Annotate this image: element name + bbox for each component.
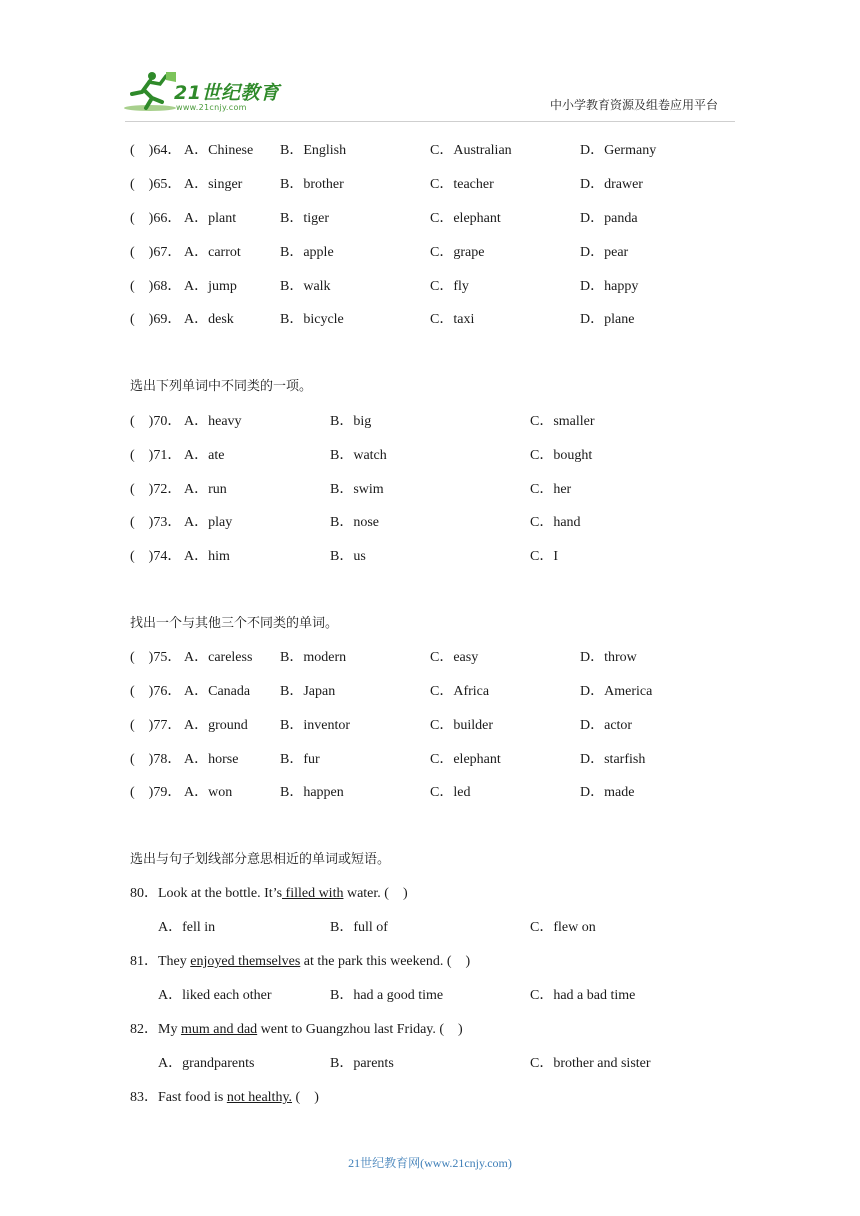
question-row bbox=[0, 646, 860, 666]
sentence-text: 83．Fast food is bbox=[130, 1090, 227, 1105]
page-footer: 21世纪教育网(www.21cnjy.com) bbox=[348, 1156, 512, 1170]
underlined-phrase: mum and dad bbox=[180, 1022, 258, 1037]
question-number: ( )69． bbox=[130, 312, 182, 327]
option-d: D．plane bbox=[580, 312, 635, 327]
underlined-phrase: filled with bbox=[282, 886, 344, 901]
option-c: C．fly bbox=[430, 279, 469, 294]
option-c: C．led bbox=[430, 785, 471, 800]
option-a: A．Chinese bbox=[184, 143, 254, 158]
question-sentence bbox=[130, 882, 408, 902]
logo bbox=[122, 70, 292, 114]
underlined-phrase: enjoyed themselves bbox=[190, 954, 301, 969]
option-d: D．pear bbox=[580, 245, 629, 260]
logo-url: www.21cnjy.com bbox=[176, 103, 247, 112]
question-number: ( )78． bbox=[130, 752, 182, 767]
question-row bbox=[0, 139, 860, 159]
option-b: B．Japan bbox=[280, 684, 336, 699]
question-number: ( )64． bbox=[130, 143, 182, 158]
option-a: A．ate bbox=[184, 448, 225, 463]
logo-text: 21世纪教育 bbox=[174, 82, 280, 104]
question-number: ( )72． bbox=[130, 482, 182, 497]
option-a: A．plant bbox=[184, 211, 237, 226]
option-b: B．happen bbox=[280, 785, 344, 800]
question-row bbox=[0, 680, 860, 700]
option-b: B．watch bbox=[330, 448, 387, 463]
option-a: A．horse bbox=[184, 752, 239, 767]
option-c: C．taxi bbox=[430, 312, 475, 327]
question-row bbox=[0, 444, 860, 464]
runner-logo-icon bbox=[122, 70, 178, 114]
option-d: D．actor bbox=[580, 718, 633, 733]
question-row bbox=[0, 241, 860, 261]
option-d: D．throw bbox=[580, 650, 637, 665]
option-b: B．nose bbox=[330, 515, 379, 530]
option-d: D．panda bbox=[580, 211, 638, 226]
question-row bbox=[0, 714, 860, 734]
section-title: 选出下列单词中不同类的一项。 bbox=[130, 379, 313, 394]
option-b: B．big bbox=[330, 414, 372, 429]
option-c: C．smaller bbox=[530, 414, 595, 429]
question-row bbox=[0, 781, 860, 801]
question-number: ( )66． bbox=[130, 211, 182, 226]
option-c: C．teacher bbox=[430, 177, 494, 192]
options-row bbox=[0, 1052, 860, 1072]
options-row bbox=[0, 984, 860, 1004]
section-title: 选出与句子划线部分意思相近的单词或短语。 bbox=[130, 852, 391, 867]
option-b: B．had a good time bbox=[330, 988, 444, 1003]
question-row bbox=[0, 410, 860, 430]
option-a: A．grandparents bbox=[158, 1056, 255, 1071]
header-divider bbox=[125, 121, 735, 122]
question-sentence bbox=[130, 1086, 319, 1106]
underlined-phrase: not healthy. bbox=[226, 1090, 293, 1105]
option-c: C．elephant bbox=[430, 752, 501, 767]
option-a: A．fell in bbox=[158, 920, 216, 935]
option-d: D．drawer bbox=[580, 177, 643, 192]
option-a: A．him bbox=[184, 549, 230, 564]
question-number: ( )75． bbox=[130, 650, 182, 665]
option-a: A．ground bbox=[184, 718, 248, 733]
option-c: C．brother and sister bbox=[530, 1056, 651, 1071]
question-number: ( )74． bbox=[130, 549, 182, 564]
option-c: C．I bbox=[530, 549, 558, 564]
option-c: C．builder bbox=[430, 718, 493, 733]
option-c: C．hand bbox=[530, 515, 581, 530]
question-number: ( )76． bbox=[130, 684, 182, 699]
option-b: B．modern bbox=[280, 650, 347, 665]
question-number: ( )73． bbox=[130, 515, 182, 530]
question-row bbox=[0, 545, 860, 565]
option-d: D．starfish bbox=[580, 752, 646, 767]
question-row bbox=[0, 511, 860, 531]
sentence-text: water. ( ) bbox=[343, 886, 408, 901]
option-a: A．jump bbox=[184, 279, 237, 294]
option-b: B．us bbox=[330, 549, 366, 564]
options-row bbox=[0, 916, 860, 936]
option-c: C．her bbox=[530, 482, 572, 497]
option-b: B．fur bbox=[280, 752, 320, 767]
option-c: C．easy bbox=[430, 650, 479, 665]
option-a: A．desk bbox=[184, 312, 234, 327]
option-b: B．tiger bbox=[280, 211, 329, 226]
option-a: A．carrot bbox=[184, 245, 241, 260]
option-b: B．walk bbox=[280, 279, 331, 294]
sentence-text: ( ) bbox=[292, 1090, 319, 1105]
option-a: A．singer bbox=[184, 177, 243, 192]
question-number: ( )68． bbox=[130, 279, 182, 294]
option-c: C．Africa bbox=[430, 684, 490, 699]
option-a: A．Canada bbox=[184, 684, 251, 699]
question-row bbox=[0, 478, 860, 498]
question-row bbox=[0, 748, 860, 768]
option-d: D．happy bbox=[580, 279, 639, 294]
question-row bbox=[0, 308, 860, 328]
option-b: B．apple bbox=[280, 245, 334, 260]
option-c: C．grape bbox=[430, 245, 485, 260]
question-row bbox=[0, 207, 860, 227]
question-number: ( )70． bbox=[130, 414, 182, 429]
option-a: A．play bbox=[184, 515, 233, 530]
option-a: A．careless bbox=[184, 650, 253, 665]
option-b: B．swim bbox=[330, 482, 384, 497]
section-title: 找出一个与其他三个不同类的单词。 bbox=[130, 616, 339, 631]
option-b: B．inventor bbox=[280, 718, 350, 733]
option-d: D．Germany bbox=[580, 143, 657, 158]
option-b: B．brother bbox=[280, 177, 344, 192]
option-c: C．bought bbox=[530, 448, 593, 463]
option-d: D．America bbox=[580, 684, 653, 699]
option-b: B．English bbox=[280, 143, 347, 158]
question-number: ( )77． bbox=[130, 718, 182, 733]
question-sentence bbox=[130, 950, 470, 970]
page-header bbox=[0, 0, 860, 125]
option-c: C．had a bad time bbox=[530, 988, 636, 1003]
platform-title: 中小学教育资源及组卷应用平台 bbox=[550, 98, 719, 112]
option-a: A．won bbox=[184, 785, 233, 800]
option-b: B．bicycle bbox=[280, 312, 344, 327]
option-a: A．liked each other bbox=[158, 988, 272, 1003]
option-a: A．heavy bbox=[184, 414, 242, 429]
question-sentence bbox=[130, 1018, 463, 1038]
question-number: ( )65． bbox=[130, 177, 182, 192]
question-row bbox=[0, 275, 860, 295]
option-c: C．flew on bbox=[530, 920, 596, 935]
sentence-text: 81．They bbox=[130, 954, 191, 969]
question-number: ( )79． bbox=[130, 785, 182, 800]
option-c: C．elephant bbox=[430, 211, 501, 226]
option-b: B．full of bbox=[330, 920, 388, 935]
sentence-text: went to Guangzhou last Friday. ( ) bbox=[257, 1022, 463, 1037]
question-row bbox=[0, 173, 860, 193]
sentence-text: 80．Look at the bottle. It’s bbox=[130, 886, 283, 901]
question-number: ( )71． bbox=[130, 448, 182, 463]
sentence-text: 82．My bbox=[130, 1022, 181, 1037]
sentence-text: at the park this weekend. ( ) bbox=[300, 954, 471, 969]
option-d: D．made bbox=[580, 785, 635, 800]
option-b: B．parents bbox=[330, 1056, 394, 1071]
question-number: ( )67． bbox=[130, 245, 182, 260]
option-c: C．Australian bbox=[430, 143, 512, 158]
option-a: A．run bbox=[184, 482, 227, 497]
